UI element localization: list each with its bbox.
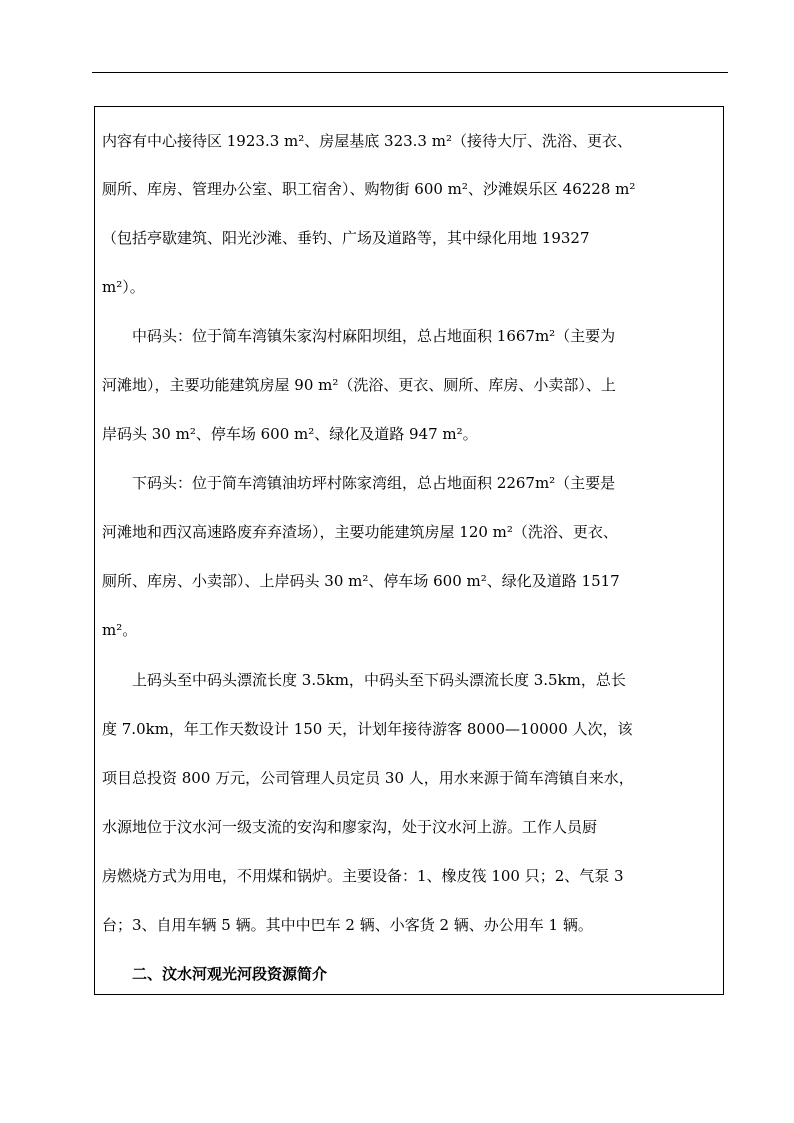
body-line: m²。 bbox=[102, 621, 138, 639]
header-rule bbox=[92, 72, 728, 73]
section-heading: 二、汶水河观光河段资源简介 bbox=[102, 965, 328, 983]
body-line: 内容有中心接待区 1923.3 m²、房屋基底 323.3 m²（接待大厅、洗浴、更衣、 bbox=[102, 132, 632, 150]
body-line: 项目总投资 800 万元，公司管理人员定员 30 人，用水来源于简车湾镇自来水， bbox=[102, 769, 634, 787]
body-line: 下码头：位于简车湾镇油坊坪村陈家湾组，总占地面积 2267m²（主要是 bbox=[102, 474, 616, 492]
body-line: 上码头至中码头漂流长度 3.5km，中码头至下码头漂流长度 3.5km，总长 bbox=[102, 671, 626, 689]
body-line: 中码头：位于简车湾镇朱家沟村麻阳坝组，总占地面积 1667m²（主要为 bbox=[102, 327, 616, 345]
body-line: 河滩地），主要功能建筑房屋 90 m²（洗浴、更衣、厕所、库房、小卖部）、上 bbox=[102, 376, 616, 394]
body-line: m²）。 bbox=[102, 278, 145, 296]
body-line: 厕所、库房、小卖部）、上岸码头 30 m²、停车场 600 m²、绿化及道路 1517 bbox=[102, 572, 620, 590]
body-line: 水源地位于汶水河一级支流的安沟和廖家沟，处于汶水河上游。工作人员厨 bbox=[102, 818, 598, 836]
body-line: 度 7.0km，年工作天数设计 150 天，计划年接待游客 8000—10000 人次，该 bbox=[102, 720, 633, 738]
body-line: 房燃烧方式为用电，不用煤和锅炉。主要设备：1、橡皮筏 100 只；2、气泵 3 bbox=[102, 867, 624, 885]
body-line: （包括亭歇建筑、阳光沙滩、垂钓、广场及道路等，其中绿化用地 19327 bbox=[102, 229, 590, 247]
body-line: 岸码头 30 m²、停车场 600 m²、绿化及道路 947 m²。 bbox=[102, 425, 478, 443]
body-line: 河滩地和西汉高速路废弃弃渣场），主要功能建筑房屋 120 m²（洗浴、更衣、 bbox=[102, 523, 618, 541]
body-line: 厕所、库房、管理办公室、职工宿舍）、购物街 600 m²、沙滩娱乐区 46228 m² bbox=[102, 180, 636, 198]
body-line: 台；3、自用车辆 5 辆。其中中巴车 2 辆、小客货 2 辆、办公用车 1 辆。 bbox=[102, 916, 593, 934]
